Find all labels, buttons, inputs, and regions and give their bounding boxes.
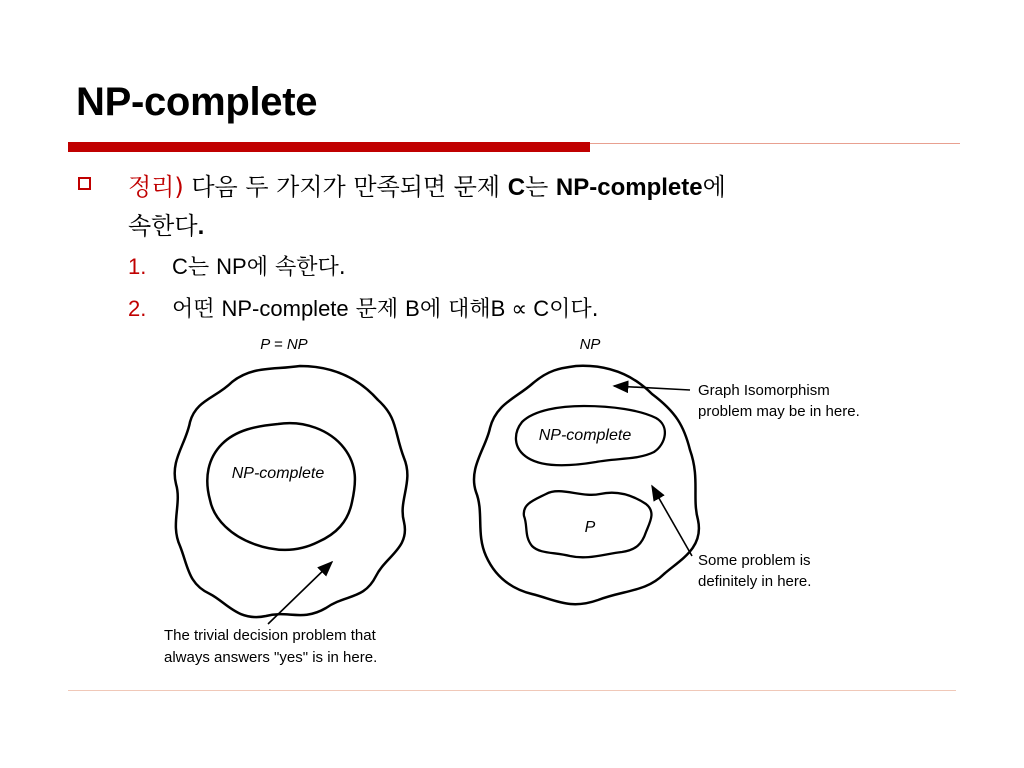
theorem-line1-end: 에 bbox=[702, 173, 726, 201]
condition-text: NP bbox=[216, 254, 247, 279]
condition-text: C bbox=[172, 254, 188, 279]
left-inner-label: NP-complete bbox=[231, 465, 325, 482]
condition-number: 2. bbox=[128, 296, 147, 321]
condition-text: 이다. bbox=[549, 297, 599, 322]
theorem-np-complete: NP-complete bbox=[555, 174, 703, 201]
theorem-c: C bbox=[507, 174, 526, 201]
left-caption-line2: always answers "yes" is in here. bbox=[164, 649, 378, 666]
slide-title: NP-complete bbox=[76, 80, 318, 124]
left-diagram-title: P = NP bbox=[260, 336, 308, 353]
right-arrow-lower bbox=[652, 486, 692, 556]
condition-text: B bbox=[405, 296, 420, 321]
left-inner-region bbox=[207, 423, 355, 550]
right-note1-line1: Graph Isomorphism bbox=[698, 382, 830, 399]
left-outer-region bbox=[175, 366, 408, 617]
right-note2-line1: Some problem is bbox=[698, 552, 811, 569]
theorem-line1-a: 다음 두 가지가 만족되면 문제 bbox=[183, 173, 508, 201]
right-arrow-upper bbox=[614, 386, 690, 390]
right-p-label: P bbox=[584, 519, 596, 536]
condition-text: 문제 bbox=[348, 297, 406, 322]
right-note1-line2: problem may be in here. bbox=[698, 403, 860, 420]
right-diagram-title: NP bbox=[579, 336, 601, 353]
condition-text: 는 bbox=[187, 255, 217, 280]
condition-number: 1. bbox=[128, 254, 147, 279]
left-caption-line1: The trivial decision problem that bbox=[164, 627, 376, 644]
right-np-complete-label: NP-complete bbox=[538, 427, 632, 444]
condition-text: 어떤 bbox=[172, 297, 222, 322]
footer-divider bbox=[68, 690, 956, 691]
condition-text: NP-complete bbox=[221, 296, 349, 321]
theorem-period: . bbox=[197, 213, 205, 240]
theorem-line2: 속한다 bbox=[128, 212, 198, 240]
condition-text: B ∝ C bbox=[490, 296, 550, 321]
theorem-line1-b: 는 bbox=[525, 173, 556, 201]
right-outer-region bbox=[474, 366, 699, 604]
condition-text: 에 대해 bbox=[419, 297, 491, 322]
right-note2-line2: definitely in here. bbox=[698, 573, 812, 590]
condition-text: 에 속한다. bbox=[246, 255, 346, 280]
theorem-label: 정리) bbox=[128, 173, 184, 201]
